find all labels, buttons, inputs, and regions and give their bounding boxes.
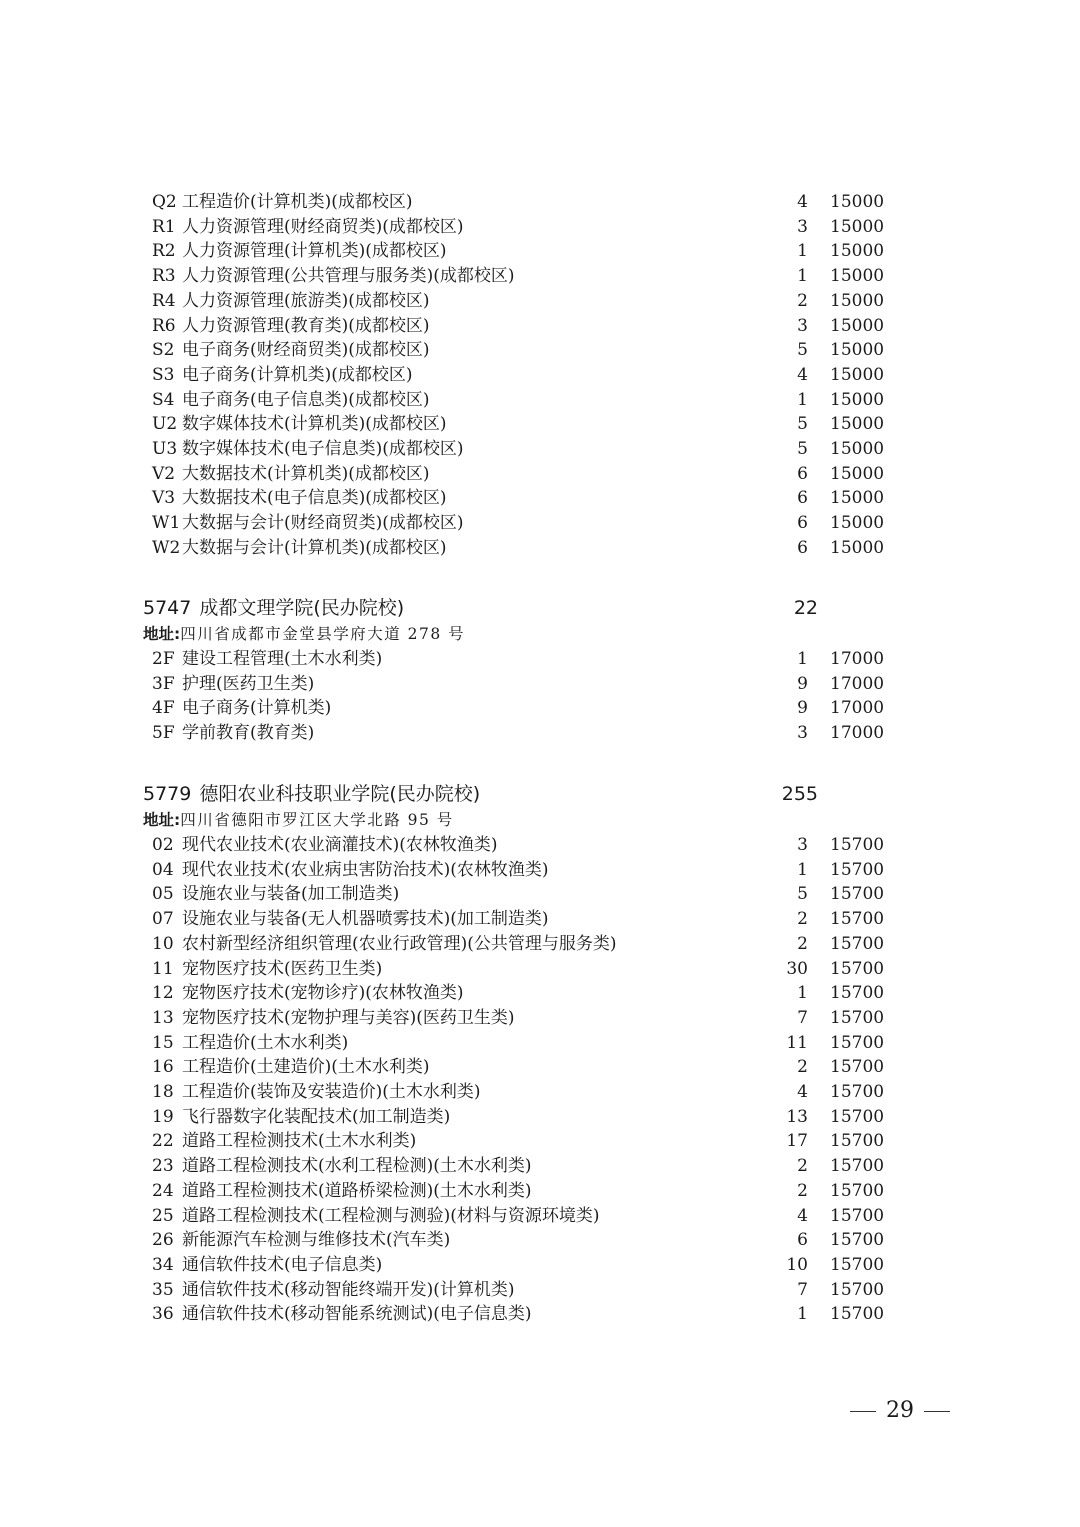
major-code: R6 xyxy=(152,315,176,336)
major-code: U2 xyxy=(152,414,178,435)
table-row xyxy=(152,1253,892,1278)
major-code: 10 xyxy=(152,933,174,954)
major-name: 大数据技术(电子信息类)(成都校区) xyxy=(182,488,447,509)
tuition-fee: 15000 xyxy=(830,389,885,410)
major-name: 通信软件技术(移动智能系统测试)(电子信息类) xyxy=(182,1304,532,1325)
major-code: 22 xyxy=(152,1131,174,1152)
major-code: 05 xyxy=(152,884,174,905)
tuition-fee: 15700 xyxy=(830,1106,885,1127)
enrollment-count: 9 xyxy=(797,698,808,719)
table-row xyxy=(152,338,892,363)
tuition-fee: 15000 xyxy=(830,537,885,558)
enrollment-count: 1 xyxy=(797,859,808,880)
enrollment-count: 7 xyxy=(797,1279,808,1300)
major-name: 工程造价(土建造价)(土木水利类) xyxy=(182,1057,430,1078)
enrollment-count: 3 xyxy=(797,723,808,744)
enrollment-count: 4 xyxy=(797,192,808,212)
major-name: 大数据与会计(财经商贸类)(成都校区) xyxy=(182,513,464,534)
table-row xyxy=(152,412,892,437)
major-name: 工程造价(土木水利类) xyxy=(182,1032,349,1053)
major-code: S3 xyxy=(152,364,175,385)
enrollment-count: 4 xyxy=(797,1082,808,1102)
tuition-fee: 15700 xyxy=(830,1205,885,1226)
major-name: 电子商务(财经商贸类)(成都校区) xyxy=(182,340,430,361)
table-row xyxy=(152,1105,892,1130)
major-code: 13 xyxy=(152,1007,174,1028)
major-name: 工程造价(装饰及安装造价)(土木水利类) xyxy=(182,1082,481,1102)
major-code: 11 xyxy=(152,958,174,979)
tuition-fee: 17000 xyxy=(830,673,885,694)
major-name: 学前教育(教育类) xyxy=(182,723,315,744)
enrollment-count: 1 xyxy=(797,241,808,262)
major-code: 4F xyxy=(152,698,175,719)
major-code: 25 xyxy=(152,1205,174,1226)
major-name: 建设工程管理(土木水利类) xyxy=(182,649,383,669)
enrollment-count: 1 xyxy=(797,983,808,1004)
tuition-fee: 15000 xyxy=(830,340,885,361)
enrollment-count: 2 xyxy=(797,933,808,954)
major-name: 数字媒体技术(电子信息类)(成都校区) xyxy=(182,439,464,459)
table-row xyxy=(152,536,892,561)
major-name: 工程造价(计算机类)(成都校区) xyxy=(182,192,413,212)
enrollment-count: 5 xyxy=(797,884,808,905)
enrollment-count: 5 xyxy=(797,340,808,361)
enrollment-count: 1 xyxy=(797,1304,808,1325)
tuition-fee: 15700 xyxy=(830,1230,885,1251)
school-total: 22 xyxy=(793,597,818,619)
major-code: 19 xyxy=(152,1106,174,1127)
major-name: 人力资源管理(财经商贸类)(成都校区) xyxy=(182,216,464,237)
major-code: 26 xyxy=(152,1230,174,1251)
major-name: 人力资源管理(教育类)(成都校区) xyxy=(182,315,430,336)
table-row xyxy=(152,1204,892,1229)
major-name: 设施农业与装备(加工制造类) xyxy=(182,884,400,905)
major-name: 数字媒体技术(计算机类)(成都校区) xyxy=(182,414,447,435)
tuition-fee: 15700 xyxy=(830,1180,885,1201)
enrollment-count: 3 xyxy=(797,835,808,855)
major-name: 护理(医药卫生类) xyxy=(182,673,315,694)
table-row xyxy=(152,239,892,264)
tuition-fee: 17000 xyxy=(830,649,885,669)
tuition-fee: 15000 xyxy=(830,513,885,534)
major-name: 电子商务(计算机类)(成都校区) xyxy=(182,364,413,385)
tuition-fee: 15000 xyxy=(830,439,885,459)
major-code: 34 xyxy=(152,1254,174,1275)
tuition-fee: 15700 xyxy=(830,1082,885,1102)
major-code: V3 xyxy=(152,488,176,509)
major-name: 现代农业技术(农业病虫害防治技术)(农林牧渔类) xyxy=(182,859,549,880)
major-code: 36 xyxy=(152,1304,174,1325)
enrollment-count: 30 xyxy=(786,958,808,979)
major-code: 3F xyxy=(152,673,175,694)
major-code: 2F xyxy=(152,649,175,669)
major-name: 宠物医疗技术(医药卫生类) xyxy=(182,958,383,979)
major-code: 35 xyxy=(152,1279,174,1300)
major-name: 农村新型经济组织管理(农业行政管理)(公共管理与服务类) xyxy=(182,933,617,954)
major-code: W2 xyxy=(152,537,181,558)
dash-left xyxy=(850,1411,876,1412)
enrollment-count: 6 xyxy=(797,513,808,534)
table-row xyxy=(152,190,892,215)
enrollment-count: 3 xyxy=(797,315,808,336)
enrollment-count: 2 xyxy=(797,1156,808,1177)
table-row xyxy=(152,833,892,858)
major-name: 人力资源管理(公共管理与服务类)(成都校区) xyxy=(182,266,515,287)
major-code: R3 xyxy=(152,266,176,287)
enrollment-count: 1 xyxy=(797,389,808,410)
tuition-fee: 15700 xyxy=(830,1032,885,1053)
address-label: 地址: xyxy=(143,625,181,643)
table-row xyxy=(152,696,892,721)
table-row xyxy=(152,486,892,511)
tuition-fee: 15700 xyxy=(830,1131,885,1152)
enrollment-count: 17 xyxy=(786,1131,808,1152)
major-code: 18 xyxy=(152,1082,174,1102)
enrollment-count: 4 xyxy=(797,364,808,385)
major-code: U3 xyxy=(152,439,178,459)
major-name: 道路工程检测技术(道路桥梁检测)(土木水利类) xyxy=(182,1180,532,1201)
major-name: 人力资源管理(旅游类)(成都校区) xyxy=(182,290,430,311)
table-row xyxy=(152,672,892,697)
tuition-fee: 15000 xyxy=(830,266,885,287)
table-row xyxy=(152,1006,892,1031)
major-name: 电子商务(电子信息类)(成都校区) xyxy=(182,389,430,410)
address-value: 四川省成都市金堂县学府大道 278 号 xyxy=(180,625,466,643)
school-name: 德阳农业科技职业学院(民办院校) xyxy=(199,783,481,805)
enrollment-count: 6 xyxy=(797,488,808,509)
school-header xyxy=(143,780,843,808)
tuition-fee: 15000 xyxy=(830,463,885,484)
tuition-fee: 15000 xyxy=(830,414,885,435)
table-row xyxy=(152,957,892,982)
major-code: Q2 xyxy=(152,192,177,212)
enrollment-count: 9 xyxy=(797,673,808,694)
tuition-fee: 15000 xyxy=(830,290,885,311)
tuition-fee: 15000 xyxy=(830,364,885,385)
tuition-fee: 15700 xyxy=(830,1254,885,1275)
major-code: 07 xyxy=(152,909,174,930)
major-code: 16 xyxy=(152,1057,174,1078)
table-row xyxy=(152,511,892,536)
tuition-fee: 15700 xyxy=(830,933,885,954)
enrollment-count: 2 xyxy=(797,290,808,311)
table-row xyxy=(152,264,892,289)
enrollment-count: 2 xyxy=(797,909,808,930)
enrollment-count: 5 xyxy=(797,414,808,435)
enrollment-count: 1 xyxy=(797,266,808,287)
major-name: 通信软件技术(移动智能终端开发)(计算机类) xyxy=(182,1279,515,1300)
major-name: 人力资源管理(计算机类)(成都校区) xyxy=(182,241,447,262)
school-total: 255 xyxy=(781,783,818,805)
major-name: 道路工程检测技术(水利工程检测)(土木水利类) xyxy=(182,1156,532,1177)
tuition-fee: 15700 xyxy=(830,835,885,855)
enrollment-count: 6 xyxy=(797,1230,808,1251)
page-number xyxy=(840,1396,960,1426)
major-code: R4 xyxy=(152,290,176,311)
table-row xyxy=(152,1080,892,1105)
table-row xyxy=(152,1179,892,1204)
tuition-fee: 15700 xyxy=(830,909,885,930)
table-row xyxy=(152,1055,892,1080)
table-row xyxy=(152,437,892,462)
major-code: 23 xyxy=(152,1156,174,1177)
table-row xyxy=(152,882,892,907)
table-row xyxy=(152,932,892,957)
table-row xyxy=(152,462,892,487)
major-code: S4 xyxy=(152,389,175,410)
major-code: S2 xyxy=(152,340,175,361)
page-number-value: 29 xyxy=(886,1398,914,1423)
enrollment-count: 13 xyxy=(786,1106,808,1127)
major-code: 12 xyxy=(152,983,174,1004)
major-code: 24 xyxy=(152,1180,174,1201)
tuition-fee: 15700 xyxy=(830,1304,885,1325)
major-name: 新能源汽车检测与维修技术(汽车类) xyxy=(182,1230,451,1251)
tuition-fee: 15000 xyxy=(830,241,885,262)
tuition-fee: 15700 xyxy=(830,1156,885,1177)
enrollment-count: 10 xyxy=(786,1254,808,1275)
major-name: 大数据与会计(计算机类)(成都校区) xyxy=(182,537,447,558)
enrollment-count: 2 xyxy=(797,1057,808,1078)
major-name: 通信软件技术(电子信息类) xyxy=(182,1254,383,1275)
table-row xyxy=(152,215,892,240)
major-name: 道路工程检测技术(工程检测与测验)(材料与资源环境类) xyxy=(182,1205,600,1226)
table-row xyxy=(152,388,892,413)
enrollment-count: 1 xyxy=(797,649,808,669)
tuition-fee: 15700 xyxy=(830,1057,885,1078)
major-code: R2 xyxy=(152,241,176,262)
major-code: R1 xyxy=(152,216,176,237)
enrollment-count: 5 xyxy=(797,439,808,459)
table-row xyxy=(152,1302,892,1327)
school-address xyxy=(143,808,454,832)
table-row xyxy=(152,1228,892,1253)
table-row xyxy=(152,858,892,883)
table-row xyxy=(152,314,892,339)
school-address xyxy=(143,622,465,646)
table-row xyxy=(152,289,892,314)
major-code: 5F xyxy=(152,723,175,744)
major-name: 宠物医疗技术(宠物诊疗)(农林牧渔类) xyxy=(182,983,464,1004)
enrollment-count: 3 xyxy=(797,216,808,237)
tuition-fee: 15000 xyxy=(830,315,885,336)
tuition-fee: 17000 xyxy=(830,723,885,744)
enrollment-count: 11 xyxy=(786,1032,808,1053)
major-name: 宠物医疗技术(宠物护理与美容)(医药卫生类) xyxy=(182,1007,515,1028)
enrollment-count: 2 xyxy=(797,1180,808,1201)
tuition-fee: 15700 xyxy=(830,983,885,1004)
table-row xyxy=(152,363,892,388)
enrollment-count: 6 xyxy=(797,463,808,484)
school-id: 5779 xyxy=(143,783,192,805)
school-id: 5747 xyxy=(143,597,192,619)
major-code: W1 xyxy=(152,513,181,534)
table-row xyxy=(152,647,892,672)
table-row xyxy=(152,1278,892,1303)
table-row xyxy=(152,721,892,746)
address-value: 四川省德阳市罗江区大学北路 95 号 xyxy=(180,811,454,829)
major-name: 电子商务(计算机类) xyxy=(182,698,332,719)
tuition-fee: 15700 xyxy=(830,884,885,905)
major-code: V2 xyxy=(152,463,176,484)
major-name: 道路工程检测技术(土木水利类) xyxy=(182,1131,417,1152)
tuition-fee: 17000 xyxy=(830,698,885,719)
major-code: 15 xyxy=(152,1032,174,1053)
school-header xyxy=(143,594,843,622)
tuition-fee: 15700 xyxy=(830,1007,885,1028)
table-row xyxy=(152,1129,892,1154)
major-name: 设施农业与装备(无人机器喷雾技术)(加工制造类) xyxy=(182,909,549,930)
enrollment-count: 6 xyxy=(797,537,808,558)
dash-right xyxy=(924,1411,950,1412)
table-row xyxy=(152,1154,892,1179)
table-row xyxy=(152,907,892,932)
address-label: 地址: xyxy=(143,811,181,829)
table-row xyxy=(152,981,892,1006)
major-name: 现代农业技术(农业滴灌技术)(农林牧渔类) xyxy=(182,835,498,855)
tuition-fee: 15700 xyxy=(830,958,885,979)
tuition-fee: 15700 xyxy=(830,859,885,880)
major-code: 04 xyxy=(152,859,174,880)
tuition-fee: 15000 xyxy=(830,192,885,212)
major-code: 02 xyxy=(152,835,174,855)
major-name: 大数据技术(计算机类)(成都校区) xyxy=(182,463,430,484)
tuition-fee: 15000 xyxy=(830,216,885,237)
school-name: 成都文理学院(民办院校) xyxy=(199,597,405,619)
tuition-fee: 15700 xyxy=(830,1279,885,1300)
table-row xyxy=(152,1031,892,1056)
tuition-fee: 15000 xyxy=(830,488,885,509)
major-name: 飞行器数字化装配技术(加工制造类) xyxy=(182,1106,451,1127)
enrollment-count: 7 xyxy=(797,1007,808,1028)
enrollment-count: 4 xyxy=(797,1205,808,1226)
